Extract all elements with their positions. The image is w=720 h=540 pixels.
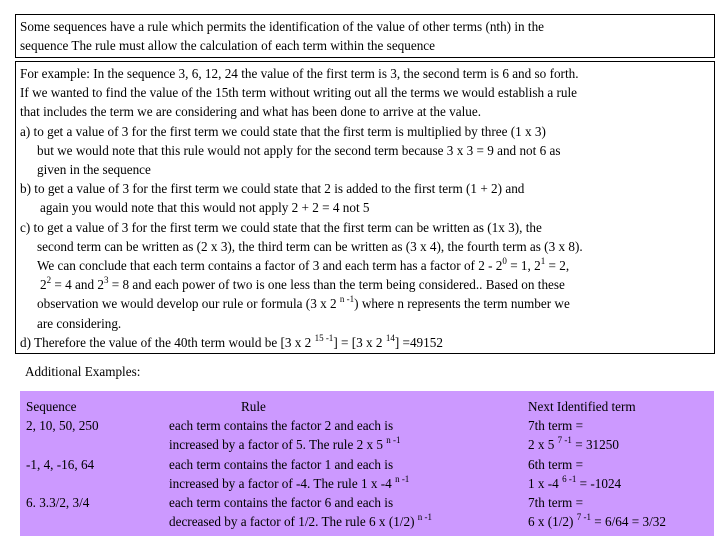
text: We can conclude that each term contains a factor of 3 and each term has a factor of 2 - 2	[37, 258, 503, 274]
text: 1 x -4	[528, 476, 563, 491]
example-line-3: that includes the term we are considering and what has been done to arrive at the value.	[20, 104, 482, 120]
row-1-next-line-1: 7th term =	[528, 418, 584, 433]
header-next-term: Next Identified term	[528, 399, 636, 414]
exponent: n -1	[395, 474, 410, 484]
exponent: 7 -1	[576, 512, 591, 522]
text: = 8 and each power of two is one less than the term being considered.. Based on these	[108, 277, 565, 293]
step-c-line-4	[20, 275, 710, 294]
row-1-rule-line-1: each term contains the factor 2 and each is	[169, 418, 394, 433]
text: = 4 and 2	[51, 277, 104, 293]
text: observation we would develop our rule or formula (3 x 2	[37, 296, 340, 312]
exponent: n -1	[386, 435, 401, 445]
row-3-sequence: 6. 3.3/2, 3/4	[26, 495, 90, 510]
text: increased by a factor of 5. The rule 2 x 5	[169, 437, 387, 452]
row-2-sequence: -1, 4, -16, 64	[26, 457, 95, 472]
row-3-rule-line-2	[169, 512, 432, 531]
step-c-line-6: are considering.	[37, 315, 122, 331]
example-box	[15, 61, 715, 354]
step-b-line-2: again you would note that this would not apply 2 + 2 = 4 not 5	[40, 200, 370, 216]
text: decreased by a factor of 1/2. The rule 6 x (1/2)	[169, 514, 418, 529]
step-a-line-3: given in the sequence	[37, 162, 151, 178]
row-3-next-line-1: 7th term =	[528, 495, 584, 510]
exponent: 3	[103, 275, 109, 286]
row-2-rule-line-2	[169, 474, 409, 493]
row-2-next-line-1: 6th term =	[528, 457, 584, 472]
exponent: 7 -1	[557, 435, 572, 445]
exponent: 14	[385, 332, 395, 343]
row-1-sequence: 2, 10, 50, 250	[26, 418, 99, 433]
intro-line-2: sequence The rule must allow the calculation of each term within the sequence	[20, 38, 436, 54]
step-b-line-1: b) to get a value of 3 for the first term we could state that 2 is added to the first term (1 + 2) and	[20, 181, 525, 197]
text: d) Therefore the value of the 40th term would be [3 x 2	[20, 334, 315, 350]
intro-line-1: Some sequences have a rule which permits the identification of the value of other terms (nth) in the	[20, 19, 545, 34]
text: ) where n represents the term number we	[354, 296, 570, 312]
step-c-line-2: second term can be written as (2 x 3), the third term can be written as (3 x 4), the fourth term as (3 x 8).	[37, 238, 583, 254]
step-d-line	[20, 333, 710, 352]
header-rule: Rule	[241, 399, 266, 414]
header-sequence: Sequence	[26, 399, 77, 414]
text: 2 x 5	[528, 437, 558, 452]
exponent: 6 -1	[562, 474, 577, 484]
exponent: 2	[46, 275, 52, 286]
text: ] =49152	[394, 334, 443, 350]
exponent: 15 -1	[314, 332, 334, 343]
step-c-line-5	[20, 294, 710, 313]
exponent: n -1	[417, 512, 433, 522]
example-line-1: For example: In the sequence 3, 6, 12, 24 the value of the first term is 3, the second term is 6 and so forth.	[20, 66, 579, 81]
text: ] = [3 x 2	[333, 334, 386, 350]
text: = 1, 2	[506, 258, 541, 274]
text: = 2,	[545, 258, 570, 274]
step-a-line-2: but we would note that this rule would not apply for the second term because 3 x 3 = 9 and not 6 as	[37, 142, 561, 158]
text: increased by a factor of -4. The rule 1 x -4	[169, 476, 396, 491]
step-c-line-1: c) to get a value of 3 for the first term we could state that the first term can be written as (1x 3), the	[20, 219, 542, 235]
additional-examples-title: Additional Examples:	[25, 364, 141, 379]
text: = 6/64 = 3/32	[590, 514, 666, 529]
text: = -1024	[576, 476, 622, 491]
row-3-next-line-2	[528, 512, 666, 531]
row-1-rule-line-2	[169, 435, 401, 454]
text: 6 x (1/2)	[528, 514, 577, 529]
text: = 31250	[571, 437, 619, 452]
additional-examples-panel	[20, 391, 714, 536]
step-a-line-1: a) to get a value of 3 for the first term we could state that the first term is multiplied by three (1 x 3)	[20, 123, 546, 139]
exponent: 1	[540, 256, 546, 267]
example-line-2: If we wanted to find the value of the 15th term without writing out all the terms we would establish a rule	[20, 85, 578, 101]
intro-box	[15, 14, 715, 58]
exponent: 0	[502, 256, 507, 267]
row-2-next-line-2	[528, 474, 621, 493]
row-2-rule-line-1: each term contains the factor 1 and each is	[169, 457, 394, 472]
text: 2	[40, 277, 47, 293]
step-c-line-3	[20, 256, 710, 275]
exponent: n -1	[339, 294, 355, 305]
row-1-next-line-2	[528, 435, 619, 454]
row-3-rule-line-1: each term contains the factor 6 and each is	[169, 495, 394, 510]
